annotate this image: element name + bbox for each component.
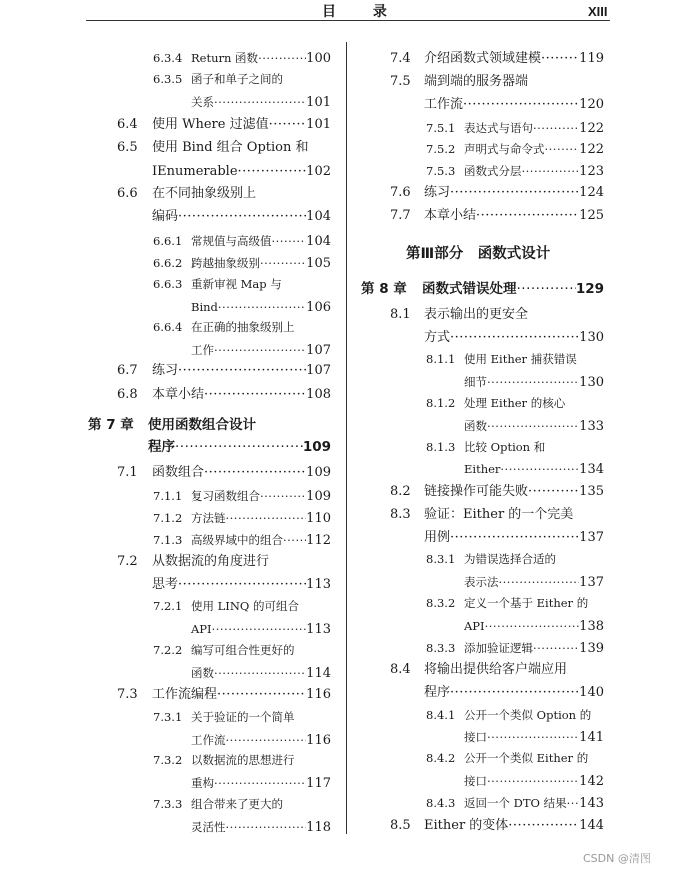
entry-number: 8.1.3 bbox=[426, 440, 456, 454]
leader-dots bbox=[218, 302, 306, 314]
leader-dots bbox=[450, 531, 579, 544]
toc-entry[interactable] bbox=[426, 554, 604, 566]
entry-page: 130 bbox=[579, 330, 604, 345]
toc-entry-continuation[interactable] bbox=[191, 821, 331, 834]
entry-page: 117 bbox=[306, 776, 331, 791]
leader-dots bbox=[567, 798, 580, 810]
toc-entry[interactable] bbox=[390, 819, 604, 832]
toc-entry[interactable] bbox=[117, 688, 331, 701]
entry-page: 112 bbox=[306, 533, 331, 548]
entry-title: 高级界域中的组合 bbox=[191, 533, 283, 547]
toc-entry-continuation[interactable] bbox=[191, 623, 331, 636]
entry-title-cont: Bind bbox=[191, 300, 218, 314]
leader-dots bbox=[214, 668, 306, 680]
entry-page: 141 bbox=[579, 730, 604, 745]
toc-entry[interactable] bbox=[153, 257, 331, 270]
toc-entry[interactable] bbox=[153, 52, 331, 65]
entry-page: 105 bbox=[306, 256, 331, 271]
entry-number: 8.3.3 bbox=[426, 641, 456, 655]
entry-title: 编写可组合性更好的 bbox=[191, 643, 295, 657]
toc-entry-continuation[interactable] bbox=[191, 734, 331, 747]
entry-page: 143 bbox=[579, 796, 604, 811]
toc-entry[interactable] bbox=[153, 534, 331, 547]
toc-entry-continuation[interactable] bbox=[464, 731, 604, 744]
entry-page: 134 bbox=[579, 462, 604, 477]
entry-number: 6.6 bbox=[117, 186, 138, 201]
leader-dots bbox=[450, 686, 579, 699]
entry-page: 139 bbox=[579, 641, 604, 656]
toc-entry[interactable] bbox=[390, 485, 604, 498]
entry-page: 144 bbox=[579, 818, 604, 833]
toc-entry[interactable] bbox=[426, 797, 604, 810]
toc-entry-continuation[interactable] bbox=[464, 463, 604, 476]
entry-title: 本章小结 bbox=[152, 387, 205, 402]
leader-dots bbox=[178, 578, 306, 591]
entry-number: 8.4.2 bbox=[426, 751, 456, 765]
toc-entry[interactable] bbox=[426, 354, 604, 366]
leader-dots bbox=[487, 732, 579, 744]
entry-title-cont: 表示法 bbox=[464, 575, 499, 589]
toc-entry[interactable] bbox=[153, 235, 331, 248]
entry-page: 133 bbox=[579, 419, 604, 434]
entry-title: 为错误选择合适的 bbox=[464, 552, 556, 566]
entry-title-cont: 程序 bbox=[424, 685, 451, 700]
entry-title-cont: IEnumerable bbox=[152, 164, 238, 179]
entry-title: 处理 Either 的核心 bbox=[464, 396, 566, 410]
leader-dots bbox=[487, 776, 579, 788]
leader-dots bbox=[541, 52, 579, 65]
toc-entry[interactable] bbox=[426, 122, 604, 135]
leader-dots bbox=[226, 513, 307, 525]
entry-title-cont: 接口 bbox=[464, 774, 487, 788]
entry-title-cont: 接口 bbox=[464, 730, 487, 744]
entry-number: 7.6 bbox=[390, 185, 411, 200]
header-rule bbox=[86, 20, 610, 21]
entry-page: 135 bbox=[579, 484, 604, 499]
entry-title: 公开一个类似 Either 的 bbox=[464, 751, 589, 765]
toc-entry-continuation[interactable] bbox=[152, 578, 331, 591]
entry-title: 添加验证逻辑 bbox=[464, 641, 533, 655]
toc-entry-continuation[interactable] bbox=[424, 531, 604, 544]
entry-number: 7.5.1 bbox=[426, 121, 456, 135]
entry-number: 7.5.3 bbox=[426, 164, 456, 178]
entry-title: 端到端的服务器端 bbox=[424, 74, 529, 89]
toc-entry-continuation[interactable] bbox=[424, 331, 604, 344]
toc-entry-continuation[interactable] bbox=[152, 210, 331, 223]
leader-dots bbox=[217, 688, 306, 701]
entry-page: 106 bbox=[306, 300, 331, 315]
entry-title: 公开一个类似 Option 的 bbox=[464, 708, 592, 722]
entry-title: 关于验证的一个简单 bbox=[191, 710, 295, 724]
entry-number: 6.6.3 bbox=[153, 277, 183, 291]
toc-entry[interactable] bbox=[117, 364, 331, 377]
entry-title-cont: 重构 bbox=[191, 776, 214, 790]
toc-entry[interactable] bbox=[117, 118, 331, 131]
leader-dots bbox=[238, 165, 307, 178]
entry-page: 101 bbox=[306, 95, 331, 110]
entry-number: 8.1 bbox=[390, 307, 411, 322]
entry-number: 7.3.1 bbox=[153, 710, 183, 724]
entry-title: 组合带来了更大的 bbox=[191, 797, 283, 811]
entry-page: 107 bbox=[306, 363, 331, 378]
leader-dots bbox=[178, 210, 306, 223]
entry-number: 8.1.1 bbox=[426, 352, 456, 366]
entry-title: 函数组合 bbox=[152, 465, 205, 480]
entry-title: 本章小结 bbox=[424, 208, 477, 223]
entry-number: 7.1.2 bbox=[153, 511, 183, 525]
leader-dots bbox=[226, 822, 307, 834]
leader-dots bbox=[517, 283, 576, 297]
entry-number: 8.2 bbox=[390, 484, 411, 499]
chapter-page: 129 bbox=[575, 281, 604, 297]
entry-number: 6.3.4 bbox=[153, 51, 183, 65]
entry-title: 链接操作可能失败 bbox=[424, 484, 529, 499]
entry-page: 109 bbox=[306, 489, 331, 504]
entry-page: 122 bbox=[579, 142, 604, 157]
entry-number: 6.4 bbox=[117, 117, 138, 132]
entry-page: 100 bbox=[306, 51, 331, 66]
entry-number: 7.3 bbox=[117, 687, 138, 702]
entry-title: 验证：Either 的一个完美 bbox=[424, 507, 574, 522]
toc-entry-continuation[interactable] bbox=[464, 576, 604, 589]
chapter-page: 109 bbox=[302, 439, 331, 455]
entry-page: 123 bbox=[579, 164, 604, 179]
toc-entry[interactable] bbox=[390, 508, 604, 521]
chapter-title-cont: 程序 bbox=[148, 439, 175, 455]
entry-number: 6.7 bbox=[117, 363, 138, 378]
entry-page: 116 bbox=[306, 687, 331, 702]
leader-dots bbox=[485, 621, 580, 633]
toc-entry[interactable] bbox=[426, 642, 604, 655]
toc-entry[interactable] bbox=[390, 52, 604, 65]
leader-dots bbox=[500, 464, 579, 476]
entry-number: 6.8 bbox=[117, 387, 138, 402]
leader-dots bbox=[487, 421, 579, 433]
entry-page: 124 bbox=[579, 185, 604, 200]
toc-entry-continuation[interactable] bbox=[191, 667, 331, 680]
toc-entry-continuation[interactable] bbox=[191, 301, 331, 314]
toc-entry[interactable] bbox=[153, 712, 331, 724]
leader-dots bbox=[260, 258, 306, 270]
toc-entry[interactable] bbox=[153, 322, 331, 334]
toc-chapter-continuation[interactable] bbox=[148, 441, 331, 455]
leader-dots bbox=[175, 441, 303, 455]
chapter-number: 第 8 章 bbox=[361, 281, 407, 297]
entry-page: 104 bbox=[306, 234, 331, 249]
entry-title: 以数据流的思想进行 bbox=[191, 753, 295, 767]
toc-entry[interactable] bbox=[426, 598, 604, 610]
entry-title: 重新审视 Map 与 bbox=[191, 277, 282, 291]
toc-chapter-entry[interactable] bbox=[88, 419, 331, 433]
entry-title: 使用 Bind 组合 Option 和 bbox=[152, 140, 309, 155]
entry-title-cont: 编码 bbox=[152, 209, 179, 224]
entry-page: 116 bbox=[306, 733, 331, 748]
toc-entry[interactable] bbox=[117, 388, 331, 401]
entry-title-cont: 灵活性 bbox=[191, 820, 226, 834]
entry-page: 138 bbox=[579, 619, 604, 634]
watermark: CSDN @清图 bbox=[583, 852, 651, 865]
entry-page: 125 bbox=[579, 208, 604, 223]
entry-number: 7.2 bbox=[117, 554, 138, 569]
entry-title-cont: 函数 bbox=[464, 419, 487, 433]
entry-number: 8.4 bbox=[390, 662, 411, 677]
leader-dots bbox=[533, 643, 579, 655]
entry-number: 8.3 bbox=[390, 507, 411, 522]
leader-dots bbox=[258, 53, 306, 65]
header-page-numeral: XIII bbox=[588, 4, 608, 19]
entry-number: 7.1.3 bbox=[153, 533, 183, 547]
leader-dots bbox=[214, 345, 306, 357]
entry-number: 7.2.2 bbox=[153, 643, 183, 657]
entry-title: 声明式与命令式 bbox=[464, 142, 545, 156]
toc-entry[interactable] bbox=[390, 209, 604, 222]
entry-page: 102 bbox=[306, 164, 331, 179]
toc-chapter-entry[interactable] bbox=[361, 283, 604, 297]
entry-title: 定义一个基于 Either 的 bbox=[464, 596, 589, 610]
leader-dots bbox=[260, 491, 306, 503]
entry-title-cont: 用例 bbox=[424, 530, 451, 545]
entry-page: 109 bbox=[306, 465, 331, 480]
entry-number: 8.3.2 bbox=[426, 596, 456, 610]
entry-page: 101 bbox=[306, 117, 331, 132]
entry-page: 118 bbox=[306, 820, 331, 835]
toc-entry[interactable] bbox=[426, 398, 604, 410]
toc-entry[interactable] bbox=[117, 187, 331, 200]
leader-dots bbox=[204, 388, 306, 401]
entry-title: 方法链 bbox=[191, 511, 226, 525]
entry-title-cont: API bbox=[464, 619, 485, 633]
chapter-title: 使用函数组合设计 bbox=[148, 417, 256, 433]
toc-part-heading[interactable] bbox=[406, 247, 550, 262]
entry-title-cont: 工作 bbox=[191, 343, 214, 357]
leader-dots bbox=[214, 97, 306, 109]
entry-title: 常规值与高级值 bbox=[191, 234, 272, 248]
toc-entry[interactable] bbox=[426, 143, 604, 156]
entry-number: 6.5 bbox=[117, 140, 138, 155]
entry-page: 137 bbox=[579, 575, 604, 590]
entry-title: 复习函数组合 bbox=[191, 489, 260, 503]
entry-title: 比较 Option 和 bbox=[464, 440, 546, 454]
entry-title: 使用 LINQ 的可组合 bbox=[191, 599, 299, 613]
part-title: 第Ⅲ部分 函数式设计 bbox=[406, 246, 551, 262]
entry-number: 6.6.2 bbox=[153, 256, 183, 270]
toc-entry[interactable] bbox=[390, 186, 604, 199]
toc-entry[interactable] bbox=[426, 753, 604, 765]
column-divider bbox=[346, 42, 347, 834]
entry-title-cont: 工作流 bbox=[191, 733, 226, 747]
entry-title: 跨越抽象级别 bbox=[191, 256, 260, 270]
entry-title: 函子和单子之间的 bbox=[191, 72, 283, 86]
leader-dots bbox=[269, 118, 307, 131]
toc-entry[interactable] bbox=[390, 663, 604, 676]
toc-entry-continuation[interactable] bbox=[424, 686, 604, 699]
leader-dots bbox=[476, 209, 579, 222]
entry-page: 113 bbox=[306, 577, 331, 592]
toc-entry[interactable] bbox=[153, 755, 331, 767]
leader-dots bbox=[226, 735, 307, 747]
toc-entry[interactable] bbox=[117, 466, 331, 479]
entry-title: Return 函数 bbox=[191, 51, 259, 65]
entry-number: 6.3.5 bbox=[153, 72, 183, 86]
toc-entry[interactable] bbox=[117, 141, 331, 154]
toc-entry[interactable] bbox=[153, 512, 331, 525]
entry-page: 113 bbox=[306, 622, 331, 637]
entry-title: 从数据流的角度进行 bbox=[152, 554, 270, 569]
toc-entry-continuation[interactable] bbox=[191, 344, 331, 357]
entry-number: 8.4.3 bbox=[426, 796, 456, 810]
entry-title: 表达式与语句 bbox=[464, 121, 533, 135]
toc-entry-continuation[interactable] bbox=[464, 620, 604, 633]
entry-number: 7.3.3 bbox=[153, 797, 183, 811]
entry-title: 练习 bbox=[152, 363, 179, 378]
entry-number: 7.3.2 bbox=[153, 753, 183, 767]
entry-number: 8.5 bbox=[390, 818, 411, 833]
entry-title: Either 的变体 bbox=[424, 818, 509, 833]
toc-entry-continuation[interactable] bbox=[191, 96, 331, 109]
toc-entry-continuation[interactable] bbox=[424, 98, 604, 111]
toc-entry[interactable] bbox=[153, 279, 331, 291]
entry-number: 7.7 bbox=[390, 208, 411, 223]
entry-title-cont: 关系 bbox=[191, 95, 214, 109]
entry-title: 工作流编程 bbox=[152, 687, 218, 702]
header-title: 目 录 bbox=[322, 4, 403, 20]
entry-title: 使用 Where 过滤值 bbox=[152, 117, 269, 132]
toc-entry-continuation[interactable] bbox=[464, 420, 604, 433]
toc-entry[interactable] bbox=[390, 308, 604, 321]
leader-dots bbox=[178, 364, 306, 377]
entry-title: 返回一个 DTO 结果 bbox=[464, 796, 567, 810]
toc-entry[interactable] bbox=[426, 710, 604, 722]
toc-entry[interactable] bbox=[153, 490, 331, 503]
entry-page: 122 bbox=[579, 121, 604, 136]
entry-page: 107 bbox=[306, 343, 331, 358]
entry-number: 7.4 bbox=[390, 51, 411, 66]
toc-entry[interactable] bbox=[426, 165, 604, 178]
leader-dots bbox=[272, 236, 307, 248]
leader-dots bbox=[499, 577, 580, 589]
entry-title: 函数式分层 bbox=[464, 164, 522, 178]
entry-title-cont: 思考 bbox=[152, 577, 179, 592]
entry-title: 在不同抽象级别上 bbox=[152, 186, 257, 201]
chapter-title: 函数式错误处理 bbox=[422, 281, 517, 297]
entry-number: 8.3.1 bbox=[426, 552, 456, 566]
entry-title-cont: Either bbox=[464, 462, 501, 476]
entry-title: 表示输出的更安全 bbox=[424, 307, 529, 322]
chapter-number: 第 7 章 bbox=[88, 417, 134, 433]
entry-page: 119 bbox=[579, 51, 604, 66]
toc-entry[interactable] bbox=[390, 75, 604, 88]
leader-dots bbox=[463, 98, 579, 111]
entry-title: 在正确的抽象级别上 bbox=[191, 320, 295, 334]
entry-title-cont: API bbox=[191, 622, 212, 636]
entry-page: 140 bbox=[579, 685, 604, 700]
entry-title-cont: 方式 bbox=[424, 330, 451, 345]
leader-dots bbox=[522, 166, 580, 178]
entry-page: 130 bbox=[579, 375, 604, 390]
entry-number: 8.1.2 bbox=[426, 396, 456, 410]
entry-page: 114 bbox=[306, 666, 331, 681]
leader-dots bbox=[533, 123, 579, 135]
entry-number: 8.4.1 bbox=[426, 708, 456, 722]
entry-number: 6.6.1 bbox=[153, 234, 183, 248]
toc-entry[interactable] bbox=[153, 601, 331, 613]
leader-dots bbox=[214, 778, 306, 790]
entry-page: 104 bbox=[306, 209, 331, 224]
leader-dots bbox=[450, 186, 579, 199]
leader-dots bbox=[212, 624, 307, 636]
leader-dots bbox=[528, 485, 579, 498]
entry-number: 7.1 bbox=[117, 465, 138, 480]
toc-entry[interactable] bbox=[426, 442, 604, 454]
entry-number: 6.6.4 bbox=[153, 320, 183, 334]
entry-page: 120 bbox=[579, 97, 604, 112]
leader-dots bbox=[487, 377, 579, 389]
entry-number: 7.5.2 bbox=[426, 142, 456, 156]
leader-dots bbox=[545, 144, 580, 156]
entry-page: 137 bbox=[579, 530, 604, 545]
entry-title-cont: 函数 bbox=[191, 666, 214, 680]
entry-page: 108 bbox=[306, 387, 331, 402]
toc-entry[interactable] bbox=[153, 74, 331, 86]
toc-entry-continuation[interactable] bbox=[152, 165, 331, 178]
entry-title: 将输出提供给客户端应用 bbox=[424, 662, 568, 677]
entry-title: 练习 bbox=[424, 185, 451, 200]
leader-dots bbox=[508, 819, 579, 832]
toc-entry-continuation[interactable] bbox=[464, 376, 604, 389]
entry-title: 介绍函数式领域建模 bbox=[424, 51, 542, 66]
toc-entry[interactable] bbox=[153, 799, 331, 811]
entry-title-cont: 细节 bbox=[464, 375, 487, 389]
entry-title-cont: 工作流 bbox=[424, 97, 464, 112]
leader-dots bbox=[204, 466, 306, 479]
entry-page: 142 bbox=[579, 774, 604, 789]
toc-entry[interactable] bbox=[117, 555, 331, 568]
toc-entry-continuation[interactable] bbox=[464, 775, 604, 788]
entry-number: 7.1.1 bbox=[153, 489, 183, 503]
toc-entry-continuation[interactable] bbox=[191, 777, 331, 790]
entry-title: 使用 Either 捕获错误 bbox=[464, 352, 577, 366]
entry-number: 7.5 bbox=[390, 74, 411, 89]
entry-number: 7.2.1 bbox=[153, 599, 183, 613]
leader-dots bbox=[450, 331, 579, 344]
leader-dots bbox=[283, 535, 306, 547]
entry-page: 110 bbox=[306, 511, 331, 526]
toc-entry[interactable] bbox=[153, 645, 331, 657]
